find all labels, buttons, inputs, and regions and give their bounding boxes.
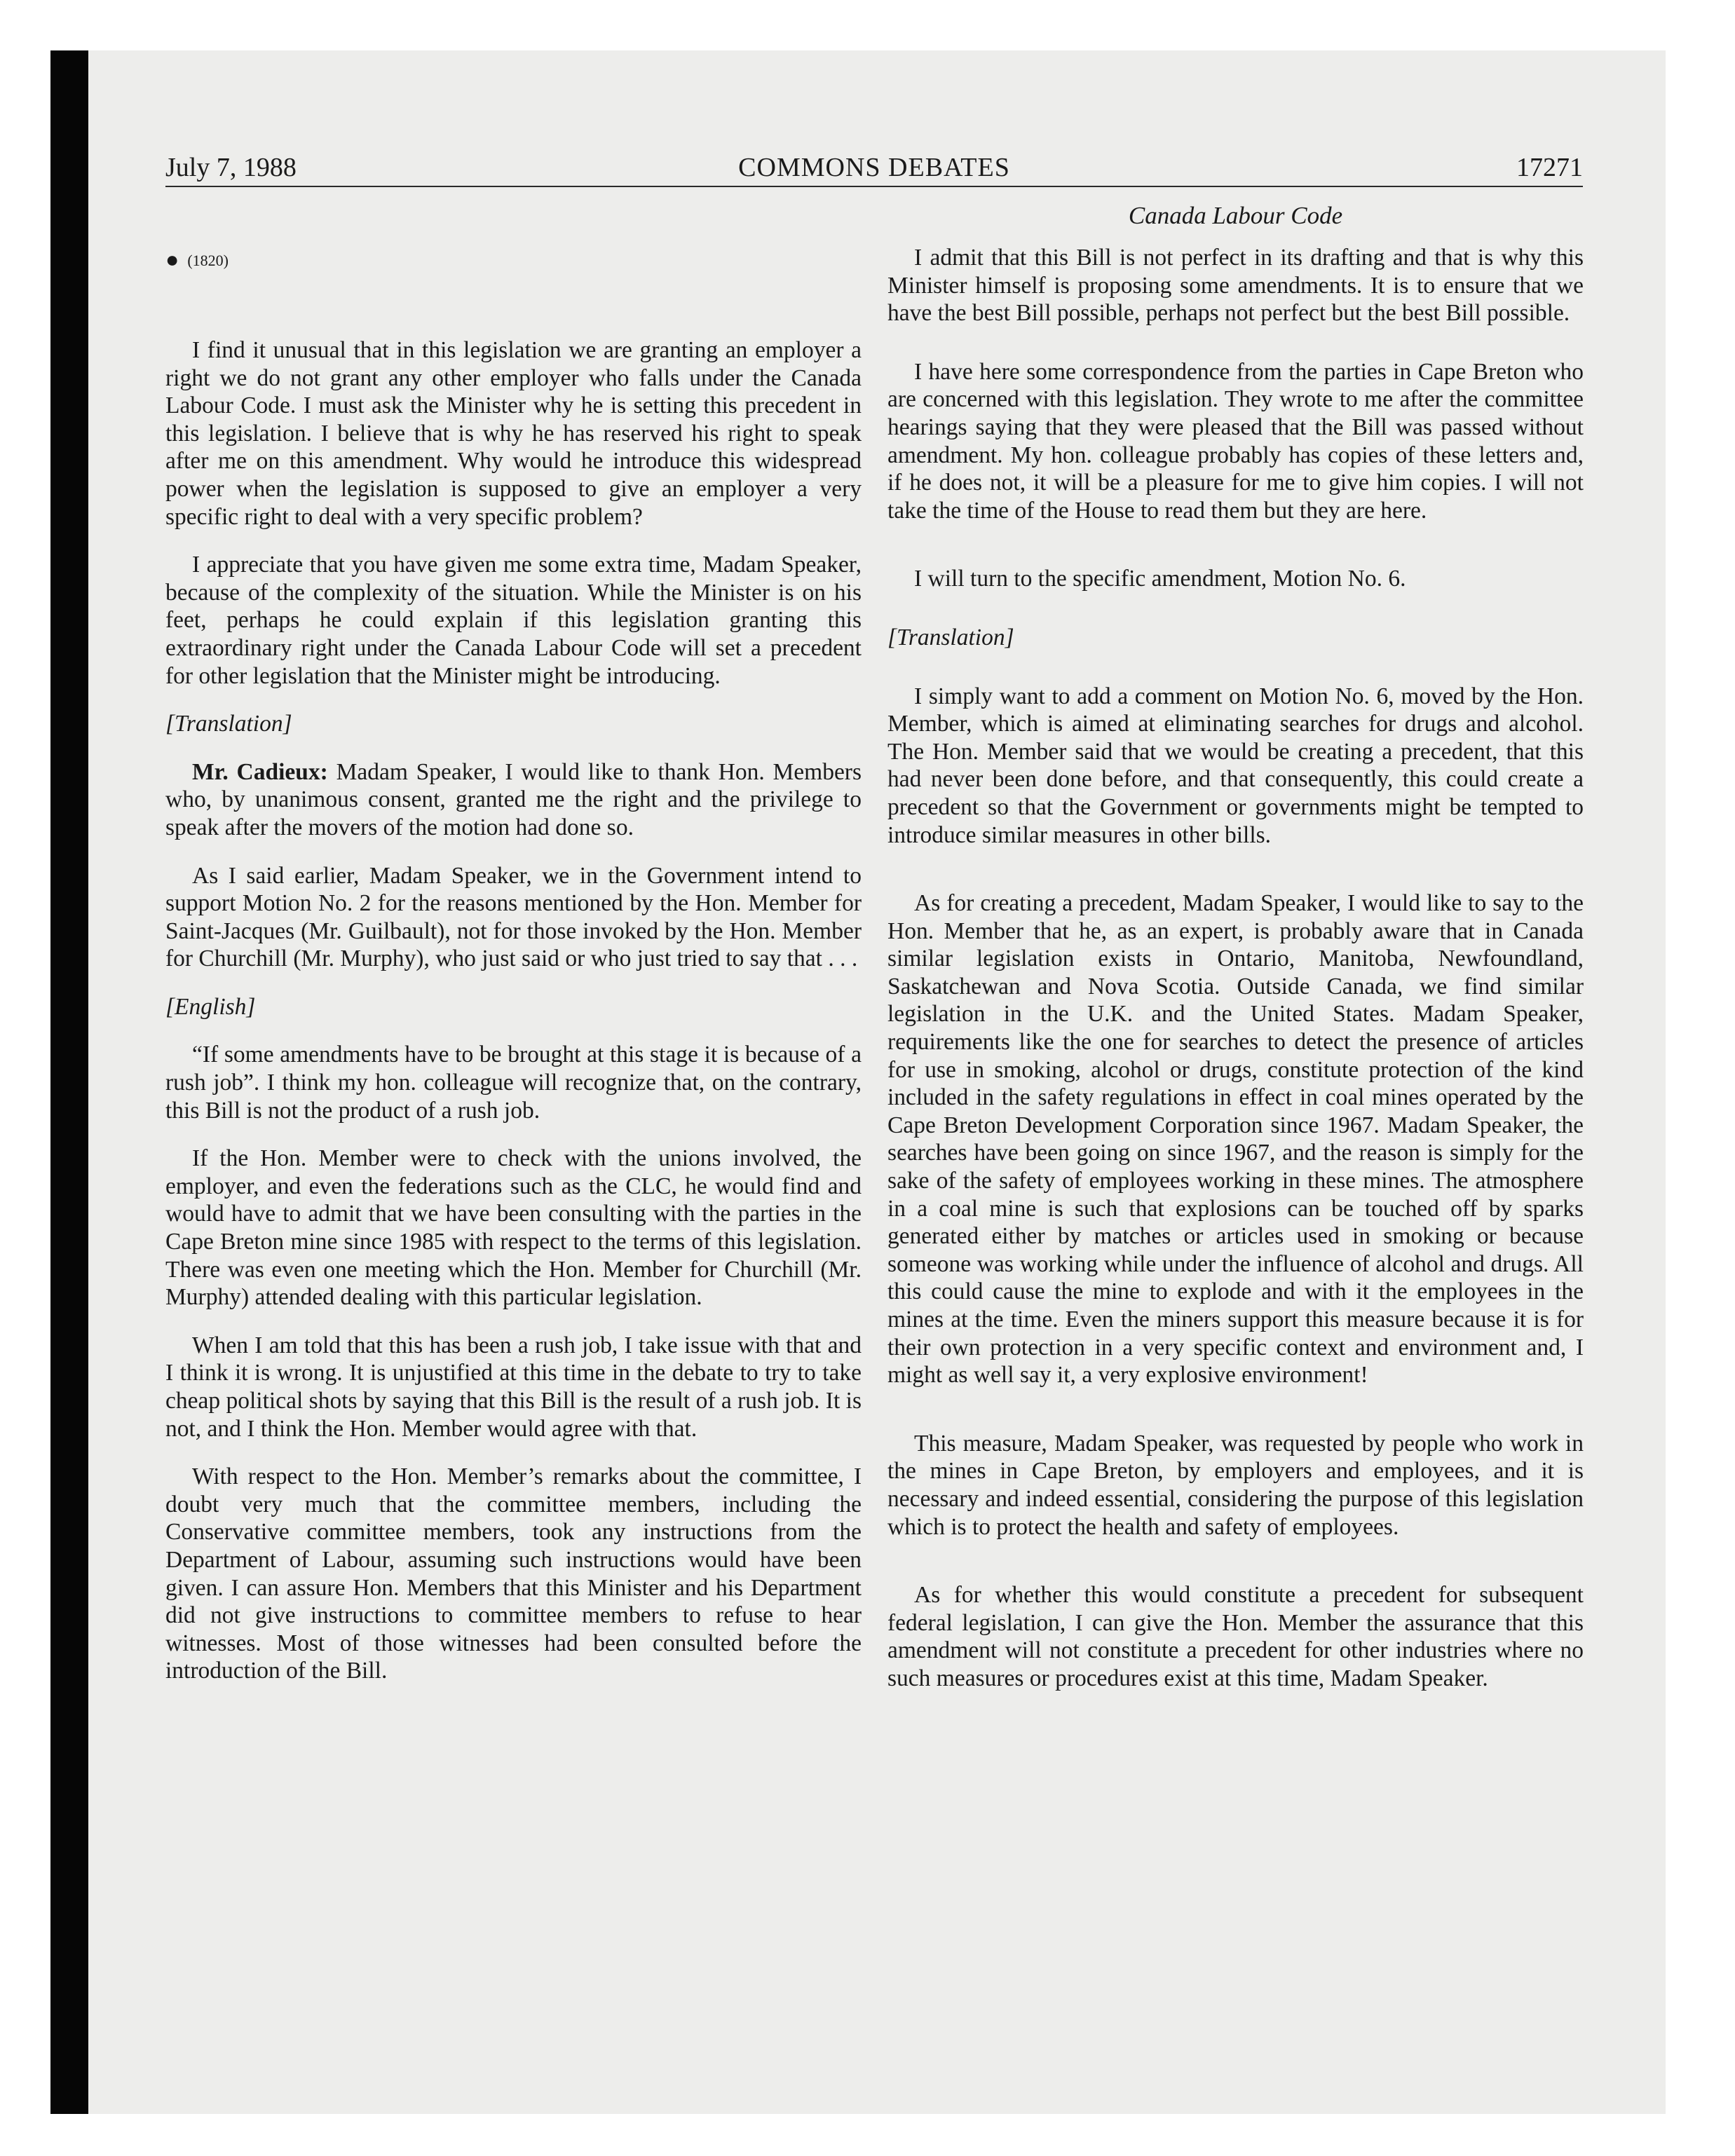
speech-text: Madam Speaker, I would like to thank Hon. Members who, by unanimous consent, granted me the right and the privilege to speak after the movers of the motion had done so. [165,758,862,840]
language-tag-text: English [175,993,247,1020]
paragraph: “If some amendments have to be brought at this stage it is because of a rush job”. I think my hon. colleague will recognize that, on the contrary, this Bill is not the product of a rush job. [165,1042,862,1124]
paragraph: I find it unusual that in this legislation we are granting an employer a right we do not grant any other employer who falls under the Canada Labour Code. I must ask the Minister why he is setting this precedent in this legislation. I believe that is why he has reserved his right to speak after me on this amendment. Why would he introduce this widespread power when the legislation is supposed to give an employer a very specific right to deal with a very specific problem? [165,337,862,530]
paragraph: When I am told that this has been a rush job, I take issue with that and I think it is wrong. It is unjustified at this time in the debate to try to take cheap political shots by saying that this Bill is the result of a rush job. It is not, and I think the Hon. Member would agree with that. [165,1332,862,1442]
time-marker-text: (1820) [187,252,229,269]
left-column [165,245,862,1705]
paragraph: I will turn to the specific amendment, Motion No. 6. [914,566,1406,592]
binding-edge [50,50,88,2114]
language-tag: [Translation] [887,624,1014,650]
language-tag-text: Translation [897,624,1005,650]
language-tag: [Translation] [165,711,292,737]
right-column [887,202,1584,1713]
paragraph: I simply want to add a comment on Motion No. 6, moved by the Hon. Member, which is aimed at eliminating searches for drugs and alcohol. The Hon. Member said that we would be creating a precedent, that this had never been done before, and that consequently, this could create a precedent so that the Government or governments might be tempted to introduce similar measures in other bills. [887,683,1584,848]
language-tag-text: Translation [175,711,283,737]
language-tag: [English] [165,993,256,1020]
paragraph: This measure, Madam Speaker, was requested by people who work in the mines in Cape Breton, by employers and employees, and it is necessary and indeed essential, considering the purpose of this legislation which is to protect the health and safety of employees. [887,1430,1584,1540]
header-page-number: 17271 [1516,153,1583,182]
paragraph: I have here some correspondence from the parties in Cape Breton who are concerned with this legislation. They wrote to me after the committee hearings saying that they were pleased that the Bill was passed without amendment. My hon. colleague probably has copies of these letters and, if he does not, it will be a pleasure for me to give him copies. I will not take the time of the House to read them but they are here. [887,358,1584,524]
time-marker [165,245,862,275]
header-title: COMMONS DEBATES [738,153,1010,182]
paragraph [165,758,862,842]
bullet-icon: ● [165,247,179,272]
paragraph: As for whether this would constitute a precedent for subsequent federal legislation, I can give the Hon. Member the assurance that this amendment will not constitute a precedent for other industries where no such measures or procedures exist at this time, Madam Speaker. [887,1582,1584,1691]
paragraph: I appreciate that you have given me some extra time, Madam Speaker, because of the complexity of the situation. While the Minister is on his feet, perhaps he could explain if this legislation granting this extraordinary right under the Canada Labour Code will set a precedent for other legislation that the Minister might be introducing. [165,552,862,689]
paragraph: If the Hon. Member were to check with the unions involved, the employer, and even the federations such as the CLC, he would find and would have to admit that we have been consulting with the parties in the Cape Breton mine since 1985 with respect to the terms of this legislation. There was even one meeting which the Hon. Member for Churchill (Mr. Murphy) attended dealing with this particular legislation. [165,1145,862,1311]
paragraph: I admit that this Bill is not perfect in its drafting and that is why this Minister himself is proposing some amendments. It is to ensure that we have the best Bill possible, perhaps not perfect but the best Bill possible. [887,245,1584,327]
header-date: July 7, 1988 [165,153,297,182]
paragraph: With respect to the Hon. Member’s remarks about the committee, I doubt very much that the committee members, including the Conservative committee members, took any instructions from the Department of Labour, assuming such instructions would have been given. I can assure Hon. Members that this Minister and his Department did not give instructions to committee members to refuse to hear witnesses. Most of those witnesses had been consulted before the introduction of the Bill. [165,1464,862,1684]
paragraph: As for creating a precedent, Madam Speaker, I would like to say to the Hon. Member that he, as an expert, is probably aware that in Canada similar legislation exists in Ontario, Manitoba, Newfoundland, Saskatchewan and Nova Scotia. Outside Canada, we find similar legislation in the U.K. and the United States. Madam Speaker, requirements like the one for searches to detect the presence of articles for use in smoking, alcohol or drugs, constitute protection of the kind included in the safety regulations in effect in coal mines operated by the Cape Breton Development Corporation since 1967. Madam Speaker, the searches have been going on since 1967, and the reason is simply for the sake of the safety of employees working in these mines. The atmosphere in a coal mine is such that explosions can be touched off by sparks generated either by matches or articles used in smoking or because someone was working while under the influence of alcohol and drugs. All this could cause the mine to explode and with it the employees in the mines at the time. Even the miners support this measure because it is for their own protection in a very specific context and environment and, I might as well say it, a very explosive environment! [887,890,1584,1389]
paragraph: As I said earlier, Madam Speaker, we in the Government intend to support Motion No. 2 for the reasons mentioned by the Hon. Member for Saint-Jacques (Mr. Guilbault), not for those invoked by the Hon. Member for Churchill (Mr. Murphy), who just said or who just tried to say that . . . [165,862,862,972]
page-header [165,151,1583,187]
running-head: Canada Labour Code [1128,202,1343,229]
speaker-name: Mr. Cadieux: [192,758,328,785]
